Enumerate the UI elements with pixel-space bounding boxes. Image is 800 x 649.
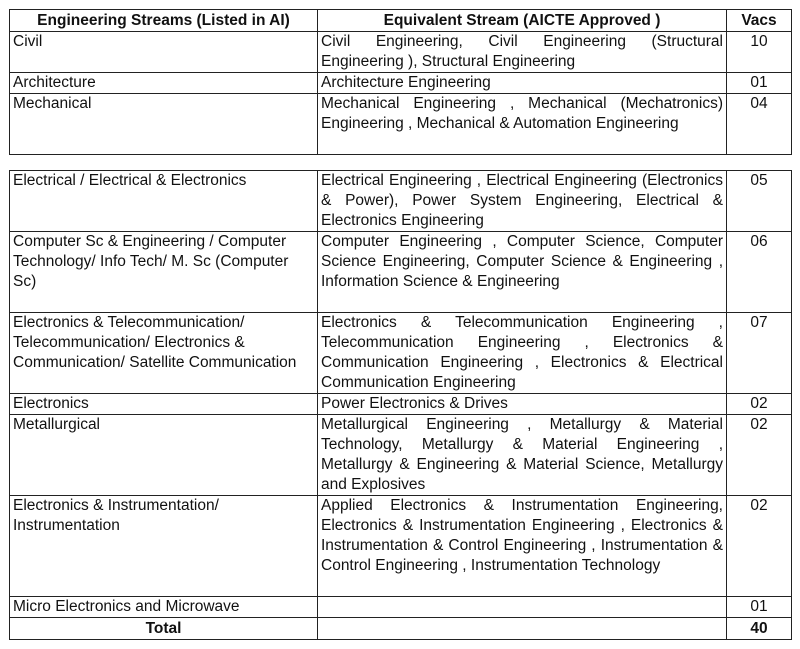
table-row (10, 496, 792, 597)
total-empty-cell (318, 618, 727, 640)
stream-cell: Electronics (10, 394, 318, 415)
table-row (10, 313, 792, 394)
header-row (10, 10, 792, 32)
table-row (10, 415, 792, 496)
header-stream: Engineering Streams (Listed in AI) (10, 10, 318, 32)
vacs-cell: 02 (727, 415, 792, 496)
table-row (10, 597, 792, 618)
equivalent-cell: Mechanical Engineering , Mechanical (Mechatronics) Engineering , Mechanical & Automation Engineering (318, 94, 727, 155)
equivalent-cell: Metallurgical Engineering , Metallurgy & Material Technology, Metallurgy & Material Engineering , Metallurgy & Engineering & Material Science, Metallurgy and Explosives (318, 415, 727, 496)
stream-cell: Electrical / Electrical & Electronics (10, 171, 318, 232)
stream-cell: Civil (10, 32, 318, 73)
header-vacs: Vacs (727, 10, 792, 32)
vacs-cell: 05 (727, 171, 792, 232)
equivalent-cell: Applied Electronics & Instrumentation Engineering, Electronics & Instrumentation Engineering , Electronics & Instrumentation & Control Engineering , Instrumentation & Control Engineering , Instrumentation Technology (318, 496, 727, 597)
vacs-cell: 07 (727, 313, 792, 394)
vacs-cell: 10 (727, 32, 792, 73)
equivalent-cell: Civil Engineering, Civil Engineering (Structural Engineering ), Structural Engineering (318, 32, 727, 73)
table-row (10, 32, 792, 73)
equivalent-cell: Electronics & Telecommunication Engineering , Telecommunication Engineering , Electronics & Communication Engineering , Electronics & Electrical Communication Engineering (318, 313, 727, 394)
stream-cell: Electronics & Instrumentation/ Instrumentation (10, 496, 318, 597)
equivalent-cell (318, 597, 727, 618)
vacs-cell: 01 (727, 73, 792, 94)
equivalent-cell: Architecture Engineering (318, 73, 727, 94)
vacs-cell: 01 (727, 597, 792, 618)
vacs-cell: 06 (727, 232, 792, 313)
stream-cell: Mechanical (10, 94, 318, 155)
vacancy-table-bottom (9, 170, 792, 640)
header-equivalent: Equivalent Stream (AICTE Approved ) (318, 10, 727, 32)
equivalent-cell: Computer Engineering , Computer Science, Computer Science Engineering, Computer Science & Engineering , Information Science & Engineering (318, 232, 727, 313)
total-vacs: 40 (727, 618, 792, 640)
vacs-cell: 02 (727, 394, 792, 415)
vacancy-table-top (9, 9, 792, 155)
table-row (10, 232, 792, 313)
total-label: Total (10, 618, 318, 640)
table-row (10, 394, 792, 415)
stream-cell: Architecture (10, 73, 318, 94)
equivalent-cell: Electrical Engineering , Electrical Engineering (Electronics & Power), Power System Engineering, Electrical & Electronics Engineering (318, 171, 727, 232)
table-row (10, 73, 792, 94)
table-row (10, 94, 792, 155)
stream-cell: Electronics & Telecommunication/ Telecommunication/ Electronics & Communication/ Satellite Communication (10, 313, 318, 394)
total-row (10, 618, 792, 640)
vacs-cell: 04 (727, 94, 792, 155)
equivalent-cell: Power Electronics & Drives (318, 394, 727, 415)
vacs-cell: 02 (727, 496, 792, 597)
stream-cell: Metallurgical (10, 415, 318, 496)
table-row (10, 171, 792, 232)
stream-cell: Micro Electronics and Microwave (10, 597, 318, 618)
stream-cell: Computer Sc & Engineering / Computer Technology/ Info Tech/ M. Sc (Computer Sc) (10, 232, 318, 313)
